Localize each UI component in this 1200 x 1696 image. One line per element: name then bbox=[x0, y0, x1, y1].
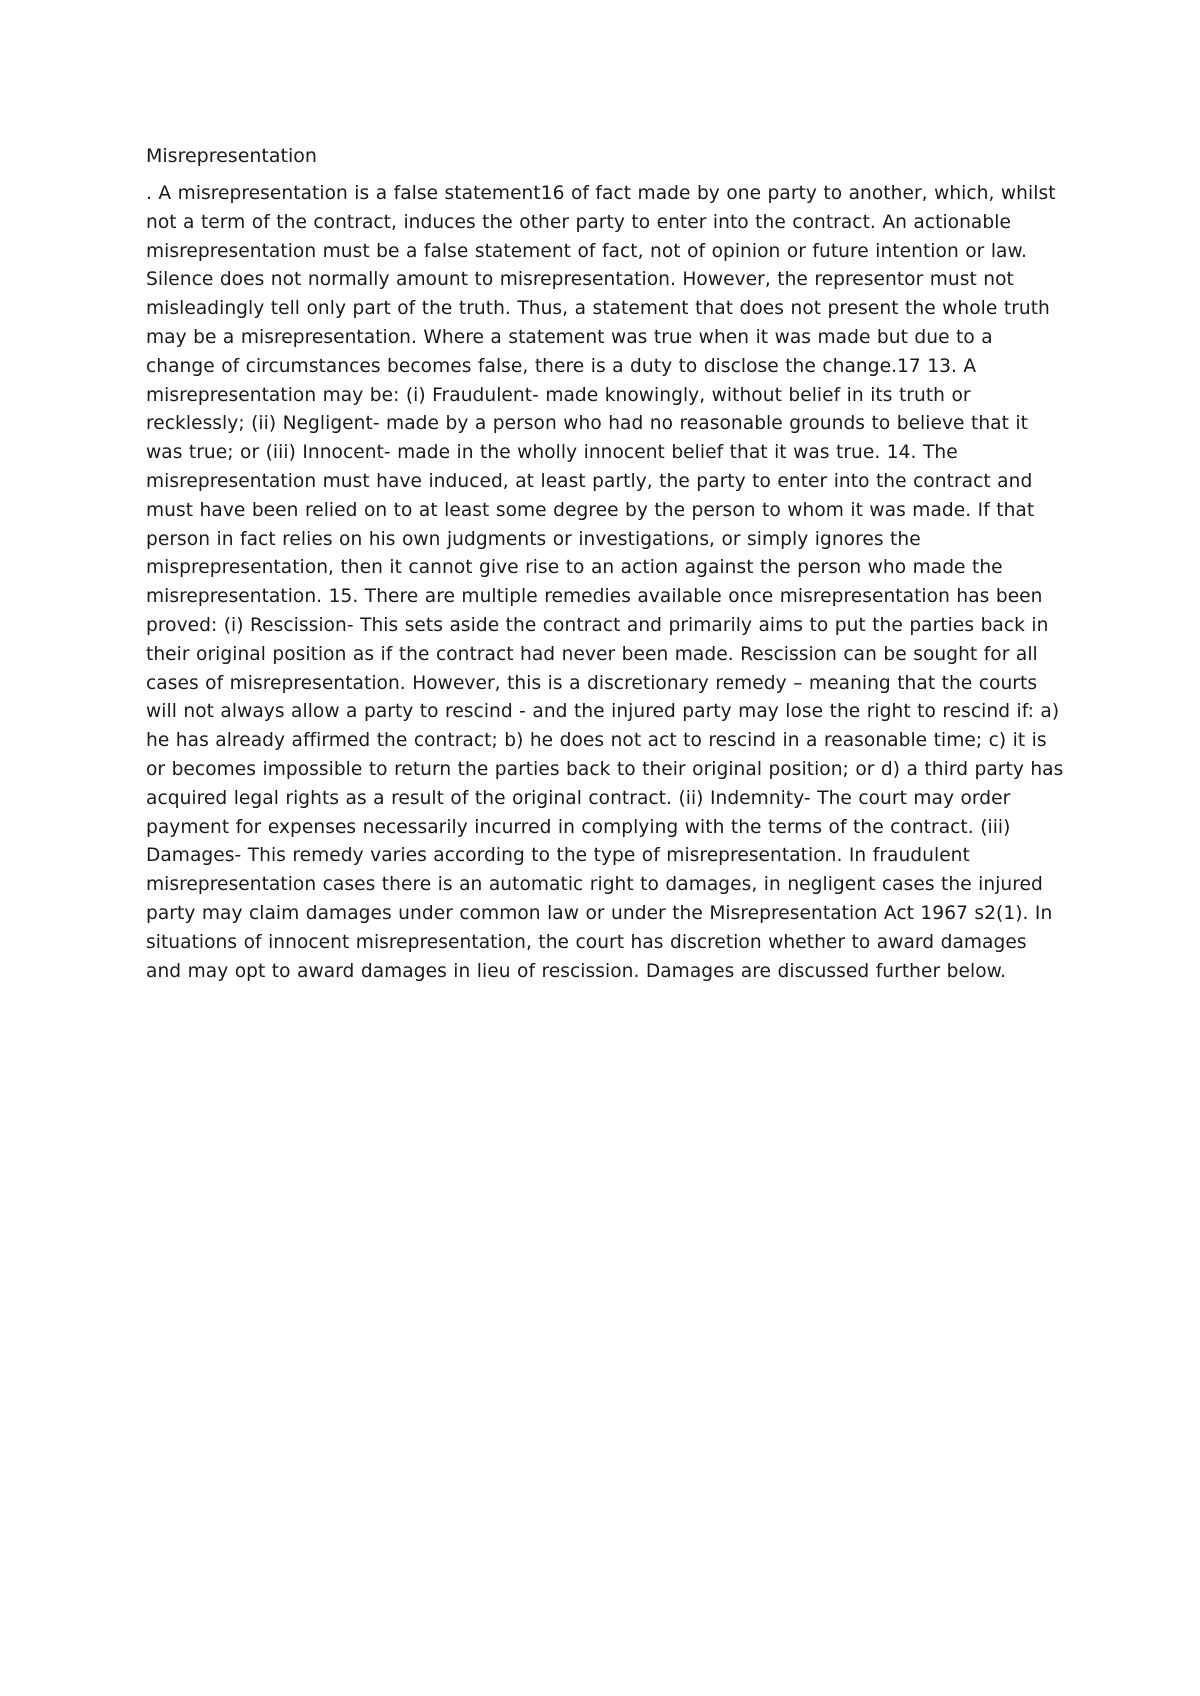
document-title: Misrepresentation bbox=[146, 145, 317, 167]
document-content bbox=[146, 142, 1066, 986]
document-body-paragraph: . A misrepresentation is a false statement16 of fact made by one party to another, which, whilst not a term of the contract, induces the other party to enter into the contract. An actionable misrepresentation must be a false statement of fact, not of opinion or future intention or law. Silence does not normally amount to misrepresentation. However, the representor must not misleadingly tell only part of the truth. Thus, a statement that does not present the whole truth may be a misrepresentation. Where a statement was true when it was made but due to a change of circumstances becomes false, there is a duty to disclose the change.17 13. A misrepresentation may be: (i) Fraudulent- made knowingly, without belief in its truth or recklessly; (ii) Negligent- made by a person who had no reasonable grounds to believe that it was true; or (iii) Innocent- made in the wholly innocent belief that it was true. 14. The misrepresentation must have induced, at least partly, the party to enter into the contract and must have been relied on to at least some degree by the person to whom it was made. If that person in fact relies on his own judgments or investigations, or simply ignores the misprepresentation, then it cannot give rise to an action against the person who made the misrepresentation. 15. There are multiple remedies available once misrepresentation has been proved: (i) Rescission- This sets aside the contract and primarily aims to put the parties back in their original position as if the contract had never been made. Rescission can be sought for all cases of misrepresentation. However, this is a discretionary remedy – meaning that the courts will not always allow a party to rescind - and the injured party may lose the right to rescind if: a) he has already affirmed the contract; b) he does not act to rescind in a reasonable time; c) it is or becomes impossible to return the parties back to their original position; or d) a third party has acquired legal rights as a result of the original contract. (ii) Indemnity- The court may order payment for expenses necessarily incurred in complying with the terms of the contract. (iii) Damages- This remedy varies according to the type of misrepresentation. In fraudulent misrepresentation cases there is an automatic right to damages, in negligent cases the injured party may claim damages under common law or under the Misrepresentation Act 1967 s2(1). In situations of innocent misrepresentation, the court has discretion whether to award damages and may opt to award damages in lieu of rescission. Damages are discussed further below. bbox=[146, 183, 1064, 982]
